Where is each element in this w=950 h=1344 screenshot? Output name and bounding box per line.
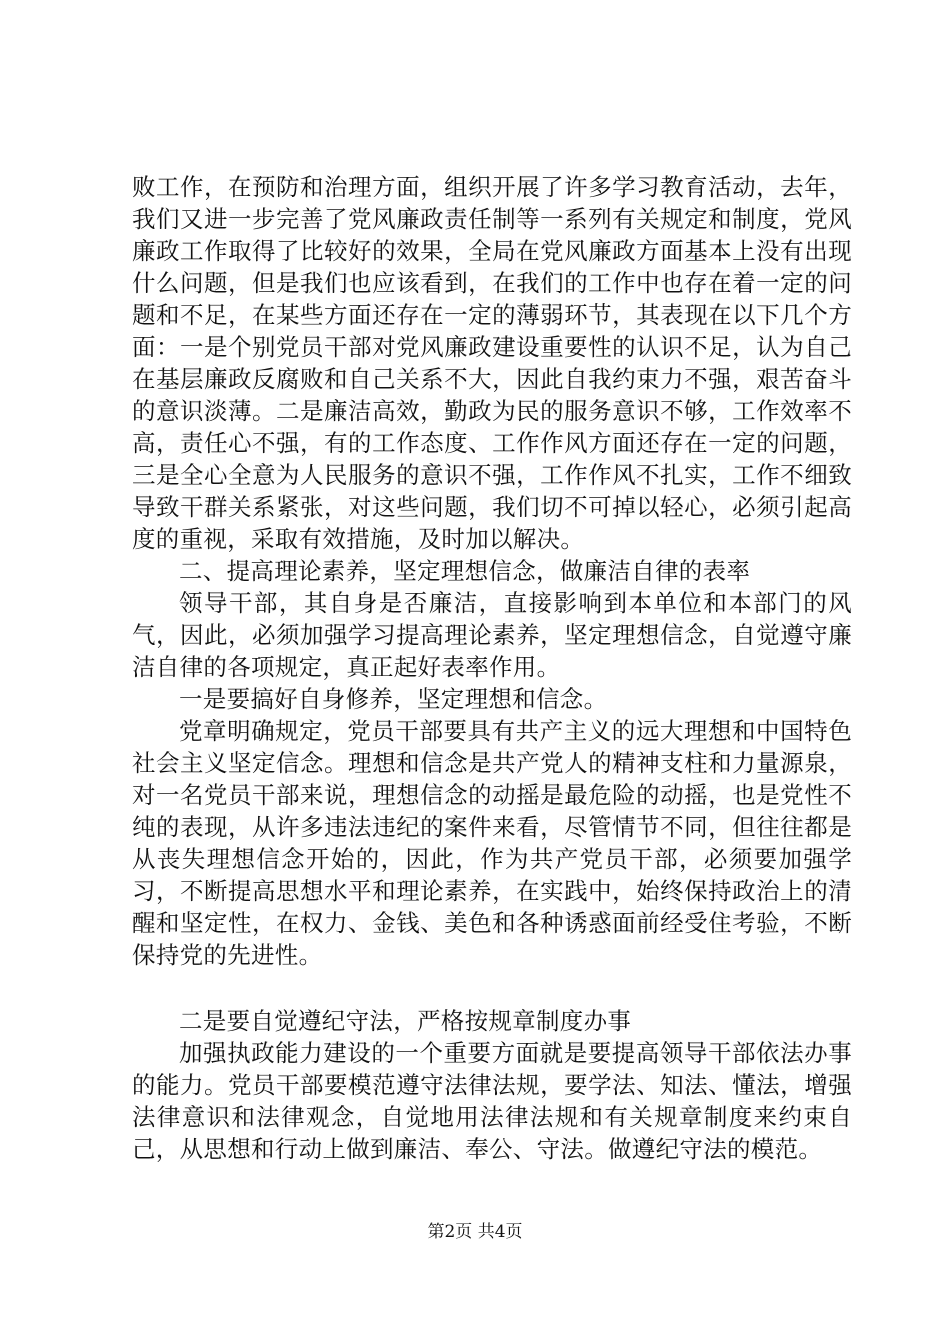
section-heading-2: 二、提高理论素养，坚定理想信念，做廉洁自律的表率 xyxy=(179,557,751,585)
paragraph-gap xyxy=(132,971,852,1005)
paragraph-leaders: 领导干部，其自身是否廉洁，直接影响到本单位和本部门的风气，因此，必须加强学习提高理论素养，坚定理想信念，自觉遵守廉洁自律的各项规定，真正起好表率作用。 xyxy=(132,589,852,681)
page-footer: 第2页 共4页 xyxy=(427,1222,523,1242)
document-body xyxy=(132,171,852,1165)
paragraph-law: 加强执政能力建设的一个重要方面就是要提高领导干部依法办事的能力。党员干部要模范遵守法律法规，要学法、知法、懂法，增强法律意识和法律观念，自觉地用法律法规和有关规章制度来约束自己，从思想和行动上做到廉洁、奉公、守法。做遵纪守法的模范。 xyxy=(132,1039,852,1163)
paragraph-party-charter: 党章明确规定，党员干部要具有共产主义的远大理想和中国特色社会主义坚定信念。理想和信念是共产党人的精神支柱和力量源泉，对一名党员干部来说，理想信念的动摇是最危险的动摇，也是党性不纯的表现，从许多违法违纪的案件来看，尽管情节不同，但往往都是从丧失理想信念开始的，因此，作为共产党员干部，必须要加强学习，不断提高思想水平和理论素养，在实践中，始终保持政治上的清醒和坚定性，在权力、金钱、美色和各种诱惑面前经受住考验，不断保持党的先进性。 xyxy=(132,717,852,969)
paragraph-problems: 败工作，在预防和治理方面，组织开展了许多学习教育活动，去年，我们又进一步完善了党风廉政责任制等一系列有关规定和制度，党风廉政工作取得了比较好的效果，全局在党风廉政方面基本上没有出现什么问题，但是我们也应该看到，在我们的工作中也存在着一定的问题和不足，在某些方面还存在一定的薄弱环节，其表现在以下几个方面：一是个别党员干部对党风廉政建设重要性的认识不足，认为自己在基层廉政反腐败和自己关系不大，因此自我约束力不强，艰苦奋斗的意识淡薄。二是廉洁高效，勤政为民的服务意识不够，工作效率不高，责任心不强，有的工作态度、工作作风方面还存在一定的问题，三是全心全意为人民服务的意识不强，工作作风不扎实，工作不细致导致干群关系紧张，对这些问题，我们切不可掉以轻心，必须引起高度的重视，采取有效措施，及时加以解决。 xyxy=(132,173,852,553)
subheading-2: 二是要自觉遵纪守法，严格按规章制度办事 xyxy=(179,1007,632,1035)
subheading-1: 一是要搞好自身修养，坚定理想和信念。 xyxy=(179,685,608,713)
